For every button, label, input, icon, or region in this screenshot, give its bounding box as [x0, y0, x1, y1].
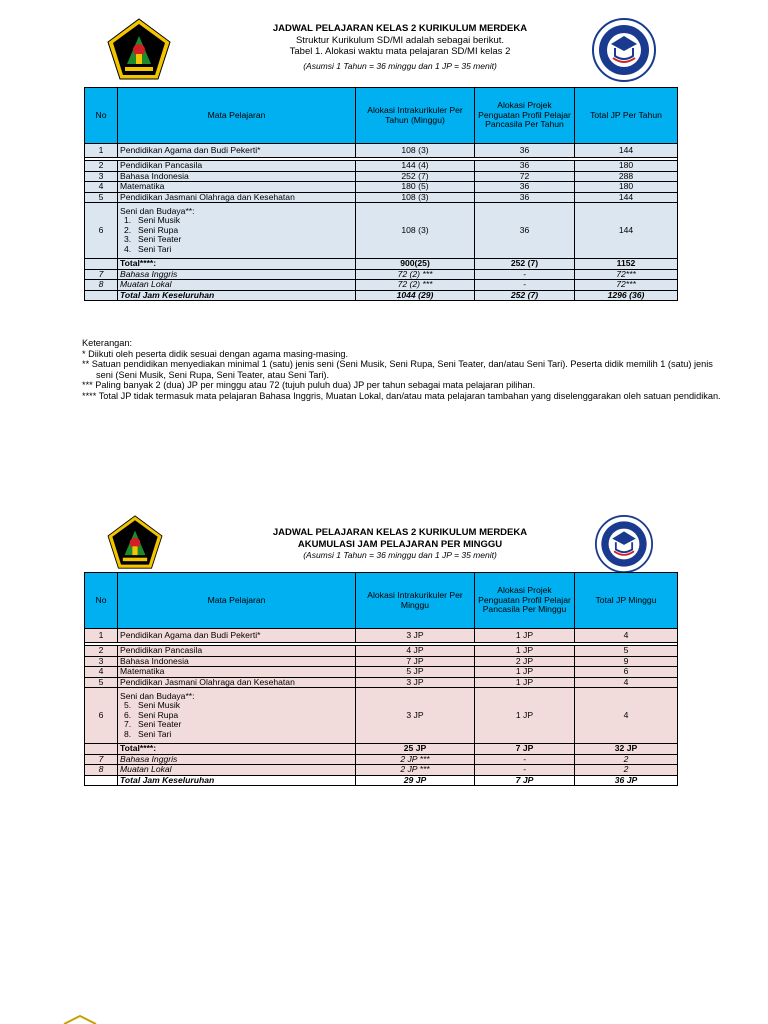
- arts-list: [120, 701, 353, 739]
- cell-intra: 108 (3): [356, 192, 475, 203]
- table-weekly: [84, 572, 678, 786]
- arts-label: Seni dan Budaya**:: [120, 690, 195, 701]
- cell-projek: 36: [475, 182, 575, 193]
- arts-item: 8. Seni Tari: [124, 728, 172, 739]
- section1-line3: Tabel 1. Alokasi waktu mata pelajaran SD/MI kelas 2: [289, 46, 511, 57]
- cell-no: 4: [85, 667, 118, 678]
- cell-intra: 108 (3): [356, 203, 475, 259]
- section1-note: (Asumsi 1 Tahun = 36 minggu dan 1 JP = 35 menit): [303, 60, 497, 71]
- cell-subject: Bahasa Indonesia: [118, 656, 356, 667]
- regional-emblem-icon: [107, 515, 163, 569]
- table-row: [85, 677, 678, 688]
- col-subject: Mata Pelajaran: [118, 573, 356, 629]
- arts-item: 5. Seni Musik: [124, 700, 181, 711]
- cell-total: 180: [575, 182, 678, 193]
- table-row: [85, 192, 678, 203]
- cell-no: 8: [85, 280, 118, 291]
- col-total: Total JP Minggu: [575, 573, 678, 629]
- cell-subject-arts: [118, 688, 356, 744]
- cell-projek: -: [475, 765, 575, 776]
- cell-intra: 108 (3): [356, 144, 475, 158]
- cell-no: 1: [85, 629, 118, 643]
- cell-total: 4: [575, 677, 678, 688]
- cell-projek: 36: [475, 144, 575, 158]
- table-row-arts: [85, 203, 678, 259]
- table-row: [85, 765, 678, 776]
- table-yearly: [84, 87, 678, 301]
- cell-intra: 900(25): [356, 259, 475, 270]
- section2-subtitle: AKUMULASI JAM PELAJARAN PER MINGGU: [297, 538, 503, 550]
- cell-no: 3: [85, 656, 118, 667]
- note-item: *** Paling banyak 2 (dua) JP per minggu atau 72 (tujuh puluh dua) JP per tahun sebagai mata pelajaran pilihan.: [82, 380, 536, 390]
- cell-total: 144: [575, 192, 678, 203]
- cell-total: 72***: [575, 280, 678, 291]
- table-row: [85, 754, 678, 765]
- cell-no: 8: [85, 765, 118, 776]
- cell-total: 2: [575, 754, 678, 765]
- cell-subject: Pendidikan Jasmani Olahraga dan Kesehatan: [118, 192, 356, 203]
- cell-intra: 72 (2) ***: [356, 269, 475, 280]
- cell-no: 4: [85, 182, 118, 193]
- cell-total: 144: [575, 203, 678, 259]
- cell-intra: 72 (2) ***: [356, 280, 475, 291]
- cell-projek: 252 (7): [475, 290, 575, 301]
- cell-intra: 144 (4): [356, 161, 475, 172]
- arts-item: 4. Seni Tari: [124, 243, 172, 254]
- cell-subject: Pendidikan Agama dan Budi Pekerti*: [118, 629, 356, 643]
- cell-projek: 72: [475, 171, 575, 182]
- cell-subject-arts: [118, 203, 356, 259]
- section2-title: JADWAL PELAJARAN KELAS 2 KURIKULUM MERDEKA: [272, 527, 528, 538]
- cell-intra: 3 JP: [356, 688, 475, 744]
- table-row: [85, 629, 678, 643]
- cell-subject: Muatan Lokal: [118, 280, 356, 291]
- col-intra: Alokasi Intrakurikuler Per Tahun (Minggu): [356, 88, 475, 144]
- note-item: **** Total JP tidak termasuk mata pelajaran Bahasa Inggris, Muatan Lokal, dan/atau mata pelajaran tambahan yang diselenggarakan oleh satuan pendidikan.: [82, 390, 721, 401]
- cell-subject: Bahasa Inggris: [118, 269, 356, 280]
- arts-list: [120, 216, 353, 254]
- table-row: [85, 182, 678, 193]
- col-intra: Alokasi Intrakurikuler Per Minggu: [356, 573, 475, 629]
- cell-total: 72***: [575, 269, 678, 280]
- table-row-total: [85, 259, 678, 270]
- cell-intra: 25 JP: [356, 744, 475, 755]
- arts-item: 7. Seni Teater: [124, 719, 182, 730]
- section2-note: (Asumsi 1 Tahun = 36 minggu dan 1 JP = 35 menit): [303, 550, 497, 560]
- cell-projek: -: [475, 269, 575, 280]
- col-subject: Mata Pelajaran: [118, 88, 356, 144]
- cell-projek: 1 JP: [475, 677, 575, 688]
- regional-emblem-icon: [107, 18, 171, 80]
- cell-no: 3: [85, 171, 118, 182]
- cell-total: 6: [575, 667, 678, 678]
- cell-projek: 7 JP: [475, 775, 575, 786]
- col-projek: Alokasi Projek Penguatan Profil Pelajar Pancasila Per Minggu: [475, 573, 575, 629]
- cell-intra: 29 JP: [356, 775, 475, 786]
- cell-no: 6: [85, 688, 118, 744]
- section2-header: [230, 527, 570, 562]
- cell-projek: 1 JP: [475, 688, 575, 744]
- table-row: [85, 646, 678, 657]
- table-row-total: [85, 744, 678, 755]
- table-row: [85, 171, 678, 182]
- cell-intra: 3 JP: [356, 677, 475, 688]
- table-row-grand-total: [85, 290, 678, 301]
- cell-subject: Pendidikan Jasmani Olahraga dan Kesehatan: [118, 677, 356, 688]
- table-row: [85, 280, 678, 291]
- cell-no: 5: [85, 677, 118, 688]
- school-emblem-icon: [591, 18, 657, 82]
- col-no: No: [85, 88, 118, 144]
- cell-total: 32 JP: [575, 744, 678, 755]
- cell-projek: 36: [475, 161, 575, 172]
- cell-subject: Pendidikan Agama dan Budi Pekerti*: [118, 144, 356, 158]
- cell-intra: 5 JP: [356, 667, 475, 678]
- cell-total: 288: [575, 171, 678, 182]
- cell-no: 2: [85, 161, 118, 172]
- cell-total: 4: [575, 629, 678, 643]
- table-row-grand-total: [85, 775, 678, 786]
- table-row: [85, 269, 678, 280]
- arts-item: 3. Seni Teater: [124, 234, 182, 245]
- notes-heading: Keterangan:: [82, 338, 133, 348]
- notes: [82, 338, 732, 401]
- table-row: [85, 667, 678, 678]
- cell-subject: Bahasa Inggris: [118, 754, 356, 765]
- section1-line2: Struktur Kurikulum SD/MI adalah sebagai berikut.: [295, 34, 505, 46]
- arts-label: Seni dan Budaya**:: [120, 205, 195, 216]
- cell-subject: Matematika: [118, 667, 356, 678]
- col-no: No: [85, 573, 118, 629]
- arts-item: 1. Seni Musik: [124, 215, 181, 226]
- section1-header: [230, 23, 570, 72]
- cell-projek: 36: [475, 203, 575, 259]
- cell-intra: 1044 (29): [356, 290, 475, 301]
- school-emblem-icon: [593, 515, 655, 573]
- cell-projek: 1 JP: [475, 667, 575, 678]
- cell-intra: 3 JP: [356, 629, 475, 643]
- cell-total: 2: [575, 765, 678, 776]
- cell-total: 36 JP: [575, 775, 678, 786]
- cell-total: 1296 (36): [575, 290, 678, 301]
- cell-total-label: Total****:: [118, 259, 356, 270]
- cell-subject: Muatan Lokal: [118, 765, 356, 776]
- cell-projek: -: [475, 280, 575, 291]
- cell-intra: 180 (5): [356, 182, 475, 193]
- cell-grand-label: Total Jam Keseluruhan: [118, 290, 356, 301]
- cell-intra: 2 JP ***: [356, 754, 475, 765]
- col-projek: Alokasi Projek Penguatan Profil Pelajar Pancasila Per Tahun: [475, 88, 575, 144]
- cell-projek: 1 JP: [475, 629, 575, 643]
- cell-total-label: Total****:: [118, 744, 356, 755]
- cell-subject: Bahasa Indonesia: [118, 171, 356, 182]
- emblem-fragment-icon: [60, 1014, 100, 1024]
- cell-total: 9: [575, 656, 678, 667]
- cell-total: 180: [575, 161, 678, 172]
- cell-no: 2: [85, 646, 118, 657]
- cell-total: 144: [575, 144, 678, 158]
- cell-total: 1152: [575, 259, 678, 270]
- section1-title: JADWAL PELAJARAN KELAS 2 KURIKULUM MERDEKA: [272, 23, 528, 34]
- cell-subject: Pendidikan Pancasila: [118, 161, 356, 172]
- cell-no: 1: [85, 144, 118, 158]
- cell-intra: 4 JP: [356, 646, 475, 657]
- table-row: [85, 144, 678, 158]
- table-row: [85, 161, 678, 172]
- cell-no: 5: [85, 192, 118, 203]
- cell-projek: 2 JP: [475, 656, 575, 667]
- cell-grand-label: Total Jam Keseluruhan: [118, 775, 356, 786]
- cell-intra: 7 JP: [356, 656, 475, 667]
- note-item: ** Satuan pendidikan menyediakan minimal 1 (satu) jenis seni (Seni Musik, Seni Rupa, Seni Teater, dan/atau Seni Tari). Peserta didik memilih 1 (satu) jenis seni (Seni Musik, Seni Rupa, Seni Teater, atau Seni Tari).: [82, 359, 713, 380]
- cell-no: 7: [85, 269, 118, 280]
- arts-item: 2. Seni Rupa: [124, 224, 179, 235]
- col-total: Total JP Per Tahun: [575, 88, 678, 144]
- cell-intra: 2 JP ***: [356, 765, 475, 776]
- table-row-arts: [85, 688, 678, 744]
- cell-total: 4: [575, 688, 678, 744]
- cell-intra: 252 (7): [356, 171, 475, 182]
- cell-projek: 252 (7): [475, 259, 575, 270]
- cell-projek: 1 JP: [475, 646, 575, 657]
- cell-subject: Pendidikan Pancasila: [118, 646, 356, 657]
- note-item: * Diikuti oleh peserta didik sesuai dengan agama masing-masing.: [82, 348, 349, 359]
- cell-projek: 7 JP: [475, 744, 575, 755]
- cell-no: 6: [85, 203, 118, 259]
- cell-projek: -: [475, 754, 575, 765]
- cell-no: 7: [85, 754, 118, 765]
- arts-item: 6. Seni Rupa: [124, 709, 179, 720]
- cell-total: 5: [575, 646, 678, 657]
- cell-projek: 36: [475, 192, 575, 203]
- cell-subject: Matematika: [118, 182, 356, 193]
- table-row: [85, 656, 678, 667]
